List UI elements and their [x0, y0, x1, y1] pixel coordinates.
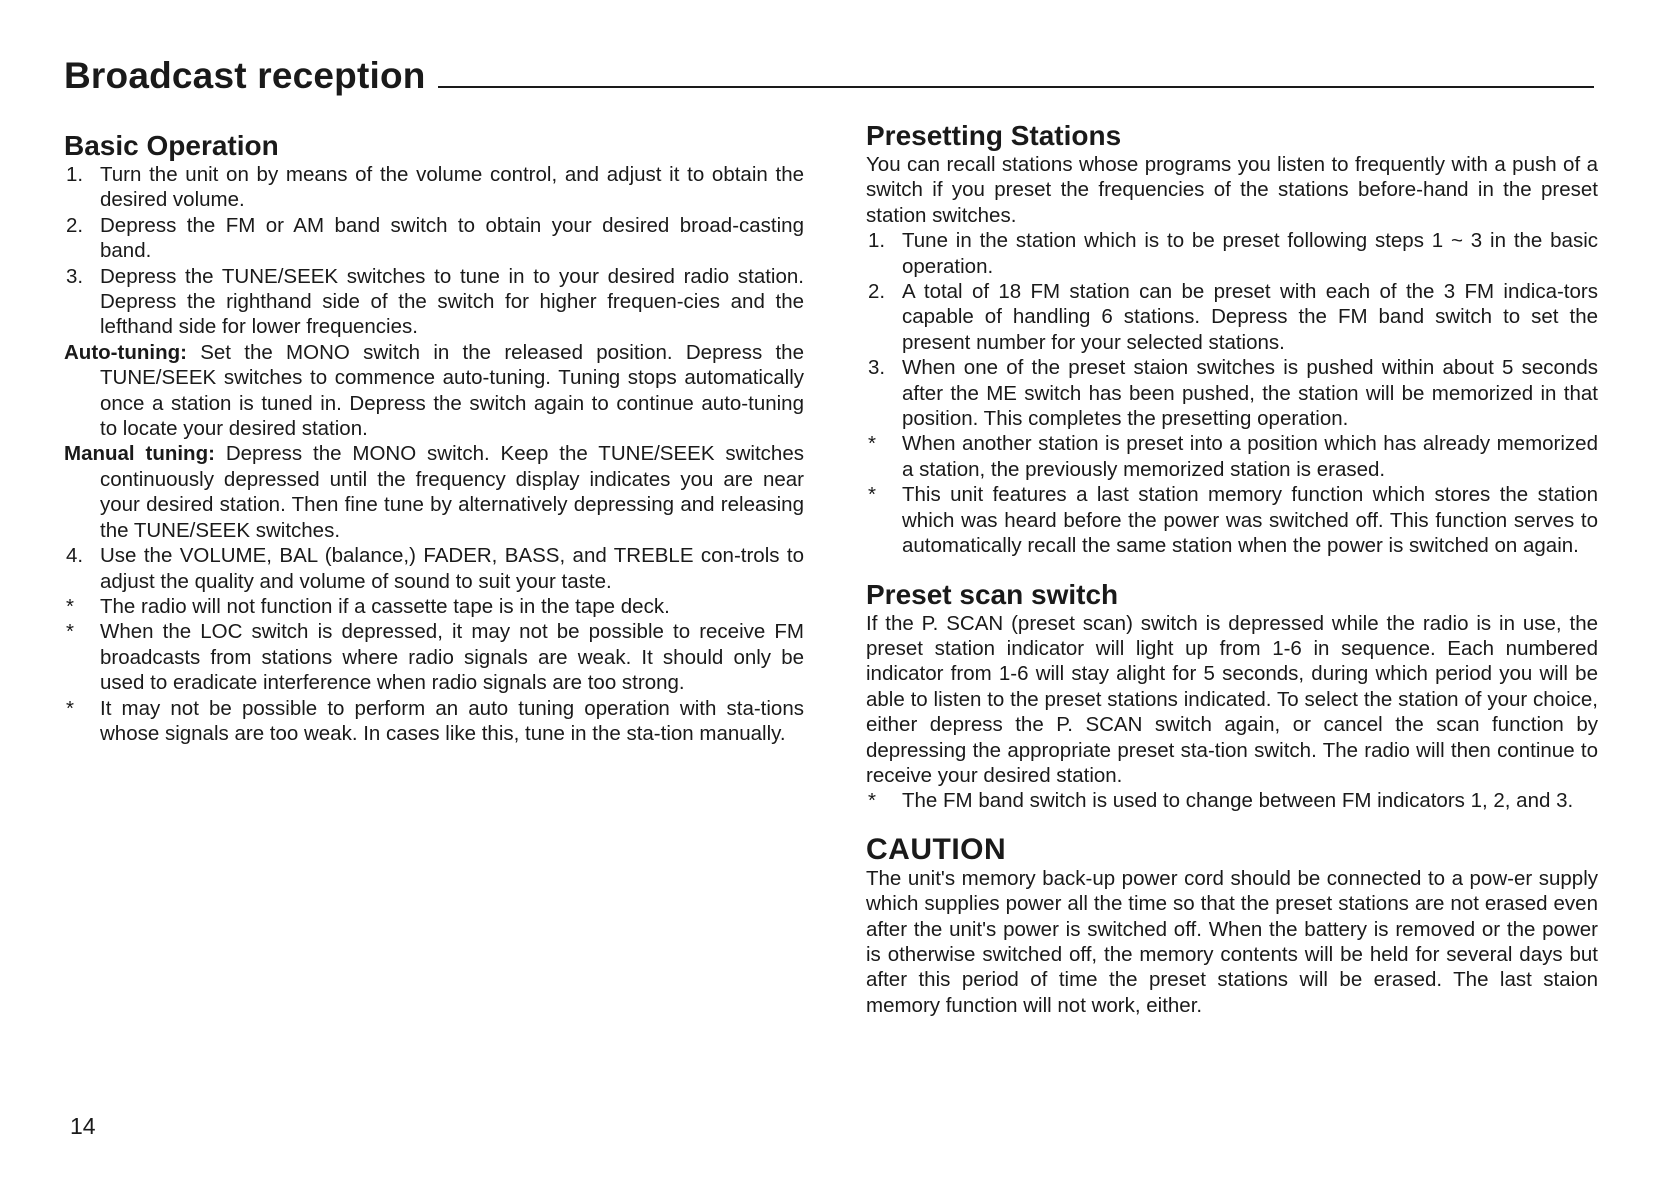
asterisk-marker: * [66, 696, 74, 720]
note-text: When the LOC switch is depressed, it may not be possible to receive FM broadcasts from stations where radio signals are weak. It should only be used to eradicate interference when radio signals are too strong. [100, 620, 804, 695]
preset-step-3 [866, 355, 1598, 431]
presetting-intro: You can recall stations whose programs you listen to frequently with a push of a switch if you preset the frequencies of the stations before-hand in the preset station switches. [866, 153, 1598, 227]
asterisk-marker: * [868, 483, 876, 507]
preset-scan-heading: Preset scan switch [866, 578, 1119, 610]
step-1 [64, 162, 804, 213]
note-item [64, 619, 804, 695]
preset-scan-section [866, 579, 1598, 814]
note-text: It may not be possible to perform an auto tuning operation with sta-tions whose signals are too weak. In cases like this, tune in the sta-tion manually. [100, 696, 804, 745]
note-item [64, 594, 804, 619]
step-text: Turn the unit on by means of the volume control, and adjust it to obtain the desired volume. [100, 163, 804, 212]
auto-tuning-paragraph [64, 340, 804, 442]
step-4 [64, 543, 804, 594]
presetting-heading: Presetting Stations [866, 120, 1122, 151]
asterisk-marker: * [868, 432, 876, 456]
asterisk-marker: * [868, 789, 876, 813]
page-number: 14 [70, 1113, 96, 1139]
caution-heading: CAUTION [866, 832, 1007, 866]
step-text: Tune in the station which is to be preset following steps 1 ~ 3 in the basic operation. [902, 229, 1598, 278]
step-marker: 1. [66, 163, 84, 186]
step-marker: 3. [66, 264, 84, 288]
manual-tuning-text: Depress the MONO switch. Keep the TUNE/SEEK switches continuously depressed until the frequency display indicates you are near your desired station. Then fine tune by alternatively depressing and releasing the TUNE/SEEK switches. [100, 442, 804, 542]
left-column [64, 130, 804, 766]
presetting-section [866, 120, 1598, 559]
page-header [64, 48, 1594, 98]
note-text: The FM band switch is used to change between FM indicators 1, 2, and 3. [902, 789, 1574, 813]
asterisk-marker: * [66, 594, 74, 618]
note-item [866, 431, 1598, 482]
caution-section [866, 834, 1598, 1018]
page-title: Broadcast reception [64, 55, 426, 96]
preset-step-2 [866, 279, 1598, 355]
note-text: The radio will not function if a cassette tape is in the tape deck. [100, 594, 670, 618]
basic-operation-section [64, 130, 804, 746]
step-marker: 4. [66, 544, 84, 568]
step-marker: 1. [868, 229, 886, 253]
step-text: Use the VOLUME, BAL (balance,) FADER, BASS, and TREBLE con-trols to adjust the quality and volume of sound to suit your taste. [100, 544, 804, 593]
note-item [64, 696, 804, 747]
preset-scan-text: If the P. SCAN (preset scan) switch is depressed while the radio is in use, the preset station indicator will light up from 1-6 in sequence. Each numbered indicator from 1-6 will stay alight for 5 seconds, during which period you will be able to listen to the preset stations indicated. To select the station of your choice, either depress the P. SCAN switch again, or cancel the scan function by depressing the appropriate preset sta-tion switch. The radio will then continue to receive your desired station. [866, 611, 1598, 787]
caution-text: The unit's memory back-up power cord should be connected to a pow-er supply which supplies power all the time so that the preset stations are not erased even after the unit's power is switched off. When the battery is removed or the power is otherwise switched off, the memory contents will be held for several days but after this period of time the preset stations will be erased. The last staion memory function will not work, either. [866, 866, 1598, 1017]
auto-tuning-label: Auto-tuning: [64, 340, 187, 364]
note-item [866, 482, 1598, 558]
step-marker: 3. [868, 356, 886, 380]
right-column [866, 120, 1598, 1038]
basic-operation-heading: Basic Operation [64, 130, 279, 161]
step-text: Depress the FM or AM band switch to obtain your desired broad-casting band. [100, 213, 804, 263]
step-text: Depress the TUNE/SEEK switches to tune in to your desired radio station. Depress the righthand side of the switch for higher frequen-cies and the lefthand side for lower frequencies. [100, 264, 804, 339]
preset-step-1 [866, 228, 1598, 279]
step-text: When one of the preset staion switches is pushed within about 5 seconds after the ME switch has been pushed, the station will be memorized in that position. This completes the presetting operation. [902, 356, 1598, 431]
step-text: A total of 18 FM station can be preset with each of the 3 FM indica-tors capable of handling 6 stations. Depress the FM band switch to set the present number for your selected stations. [902, 280, 1598, 354]
note-item [866, 788, 1598, 813]
auto-tuning-text: Set the MONO switch in the released position. Depress the TUNE/SEEK switches to commence auto-tuning. Tuning stops automatically once a station is tuned in. Depress the switch again to continue auto-tuning to locate your desired station. [100, 340, 804, 441]
step-2 [64, 213, 804, 264]
step-3 [64, 264, 804, 340]
step-marker: 2. [868, 280, 886, 304]
asterisk-marker: * [66, 620, 74, 644]
manual-tuning-label: Manual tuning: [64, 442, 215, 466]
manual-tuning-paragraph [64, 441, 804, 543]
note-text: This unit features a last station memory function which stores the station which was heard before the power was switched off. This function serves to automatically recall the same station when the power is switched on again. [902, 483, 1598, 558]
step-marker: 2. [66, 213, 84, 237]
title-rule [438, 86, 1594, 88]
note-text: When another station is preset into a position which has already memorized a station, the previously memorized station is erased. [902, 432, 1598, 481]
